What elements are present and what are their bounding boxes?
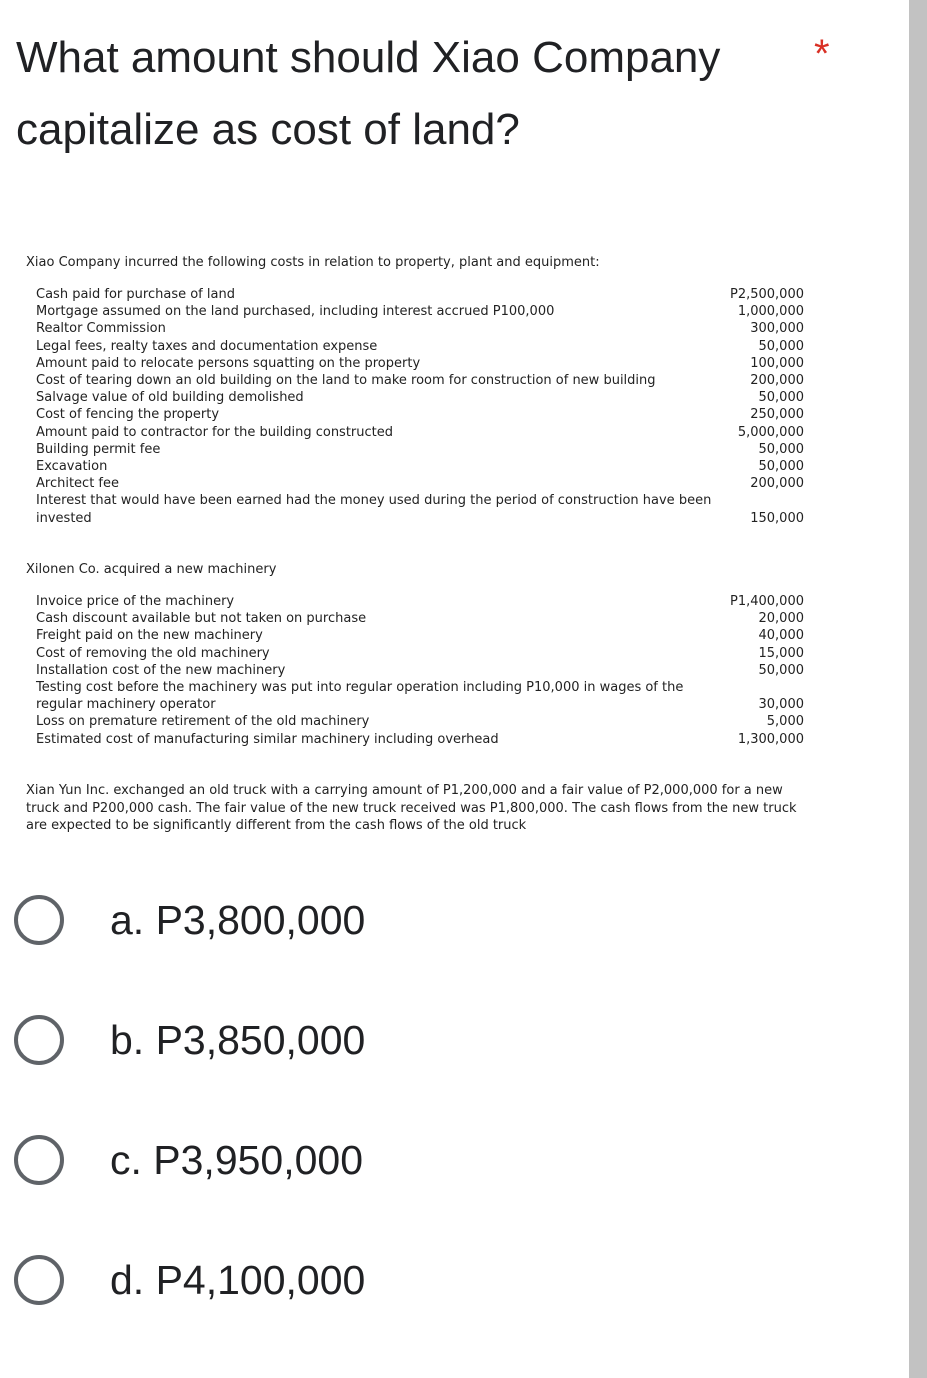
cost-label: Architect fee [36,476,119,492]
cost-row [36,731,804,748]
cost-amount: 1,300,000 [737,731,804,747]
cost-row [36,662,804,679]
cost-row [36,389,804,406]
cost-label: Excavation [36,459,108,475]
option-c[interactable] [14,1130,363,1190]
cost-label: Cash paid for purchase of land [36,287,235,302]
cost-label: Testing cost before the machinery was put into regular operation including P10,000 in wages of the regular machinery operator [36,680,684,713]
cost-row [36,372,804,389]
cost-label: Cost of fencing the property [36,407,220,423]
machinery-cost-table [36,593,804,748]
cost-amount: 5,000,000 [737,424,804,440]
option-b[interactable] [14,1010,365,1070]
cost-amount: 30,000 [758,697,804,713]
cost-row [36,355,804,372]
cost-label: Building permit fee [36,441,161,457]
cost-label: Cost of removing the old machinery [36,645,270,661]
cost-amount: 50,000 [758,441,804,457]
option-a[interactable] [14,890,365,950]
cost-amount: 150,000 [750,510,804,526]
scrollbar-thumb[interactable] [909,0,927,1378]
cost-amount: 200,000 [750,373,804,389]
cost-amount: 1,000,000 [737,304,804,320]
cost-label: Loss on premature retirement of the old machinery [36,714,370,730]
cost-amount: 250,000 [750,407,804,423]
land-cost-table [36,286,804,527]
cost-amount: 200,000 [750,476,804,492]
required-asterisk: * [814,32,830,76]
cost-amount: 40,000 [758,628,804,644]
cost-label: Mortgage assumed on the land purchased, including interest accrued P100,000 [36,304,555,320]
option-label: b. P3,850,000 [110,1016,366,1063]
cost-row [36,458,804,475]
radio-circle-icon[interactable] [14,1255,64,1305]
cost-amount: P2,500,000 [729,287,804,302]
cost-row [36,645,804,662]
option-label: a. P3,800,000 [110,896,366,943]
cost-label: Installation cost of the new machinery [36,662,286,678]
cost-row [36,475,804,492]
cost-label: Legal fees, realty taxes and documentation expense [36,338,378,354]
cost-label: Salvage value of old building demolished [36,390,304,406]
cost-row [36,406,804,423]
radio-circle-icon[interactable] [14,895,64,945]
cost-row [36,320,804,337]
cost-amount: 5,000 [766,714,804,730]
cost-label: Realtor Commission [36,321,166,337]
cost-label: Amount paid to relocate persons squatting on the property [36,355,421,371]
cost-row [36,593,804,610]
cost-amount: 15,000 [758,645,804,661]
cost-amount: 50,000 [758,459,804,475]
cost-amount: 300,000 [750,321,804,337]
truck-exchange-paragraph: Xian Yun Inc. exchanged an old truck with a carrying amount of P1,200,000 and a fair value of P2,000,000 for a new truck and P200,000 cash. The fair value of the new truck received was P1,800,000. The cash flows from the new truck are expected to be significantly different from the cash flows of the old truck [26,783,797,833]
cost-amount: 50,000 [758,390,804,406]
cost-label: Freight paid on the new machinery [36,628,263,644]
cost-row [36,627,804,644]
cost-label: Invoice price of the machinery [36,594,235,609]
question-title: What amount should Xiao Company capitalize as cost of land? [16,33,721,154]
cost-row [36,713,804,730]
cost-amount: 50,000 [758,662,804,678]
radio-circle-icon[interactable] [14,1135,64,1185]
cost-label: Amount paid to contractor for the building constructed [36,424,394,440]
cost-amount: P1,400,000 [729,594,804,609]
section2-intro: Xilonen Co. acquired a new machinery [26,562,277,577]
option-label: d. P4,100,000 [110,1256,366,1303]
cost-row [36,492,804,526]
cost-row [36,424,804,441]
cost-amount: 100,000 [750,355,804,371]
cost-row [36,303,804,320]
option-label: c. P3,950,000 [110,1136,364,1183]
problem-image [26,250,826,850]
cost-label: Cash discount available but not taken on purchase [36,611,367,627]
radio-circle-icon[interactable] [14,1015,64,1065]
cost-label: Estimated cost of manufacturing similar machinery including overhead [36,731,499,747]
cost-row [36,338,804,355]
cost-amount: 50,000 [758,338,804,354]
cost-amount: 20,000 [758,611,804,627]
cost-row [36,679,804,713]
cost-row [36,441,804,458]
cost-label: Cost of tearing down an old building on the land to make room for construction of new building [36,373,656,389]
cost-row [36,610,804,627]
cost-label: Interest that would have been earned had the money used during the period of construction have been invested [36,493,712,526]
scrollbar-track[interactable] [909,0,927,1378]
section1-intro: Xiao Company incurred the following costs in relation to property, plant and equipment: [26,255,600,270]
cost-row [36,286,804,303]
option-d[interactable] [14,1250,365,1310]
